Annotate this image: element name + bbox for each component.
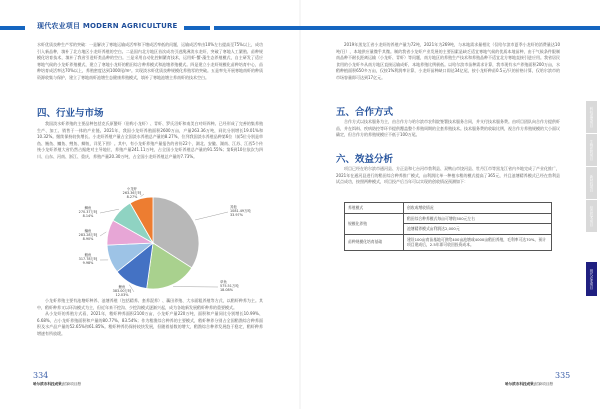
footer-left: [33, 382, 81, 387]
page-gutter: [299, 0, 301, 409]
footer-right-label: |招商项目册: [533, 382, 553, 386]
header-bar-mid: [184, 26, 210, 30]
pie-label-6: 小龙虾 263.36万吨 8.27%: [122, 187, 142, 199]
section-header-title: 现代农业项目 MODERN AGRICULTURE: [37, 22, 178, 30]
footer-left-label: |招商项目册: [61, 382, 81, 386]
table-cell: 建设100亩育苗基地可供给400亩池塘或4000亩稻田养殖，毛利率可达70%，预计项目建成后，2.5年即可收回投资成本。: [404, 234, 552, 250]
pie-label-4: 鳙鱼 283.28万吨 8.90%: [78, 229, 98, 241]
page-number-right: 335: [555, 371, 571, 380]
section-5-paragraph: [336, 119, 560, 139]
side-tab-label: 新材料项目: [589, 174, 593, 192]
section-6-title: 六、效益分析: [336, 154, 394, 165]
header-bar-right: [214, 26, 600, 30]
modes-text: 小龙虾养殖主要有池塘虾种养、池塘养殖（包括精养、套养混养）、藕田养殖、大水面粗养殖等方式，以稻虾种养为主。其中，稻虾种养又以环沟模式为主，但近年来不挖沟、少挖沟模式逐渐兴起，成为各地新发展稻虾种养的重要模式。: [37, 298, 263, 310]
side-tab-material[interactable]: [586, 167, 597, 199]
intro-paragraph: [37, 42, 263, 81]
pie-chart-svg: [70, 186, 260, 296]
header-bar-left: [0, 26, 25, 30]
pie-label-0: 其他 1081.49万吨 33.97%: [230, 205, 251, 217]
section-6-paragraph: [336, 166, 560, 186]
table-row: [345, 203, 552, 214]
section-4-text: 我国淡水虾养殖的主要品种包括克氏原螯虾（俗称小龙虾）、青虾、罗氏沼虾和南美白对虾四种。已经形成了完善的集养殖生产、加工、销售于一体的产业链。2021年，我国小龙虾养殖面积2600万亩，产量263.36万吨，同比分别增长19.01%和10.32%。继续保持较快增长。小龙虾养殖产量占全国淡水养殖总产量的8.27%，位列我国淡水养殖品种第6位（前5位分别是草鱼、鲢鱼、鳙鱼、鲤鱼、鲫鱼，详见下图）。其中，有小龙虾养殖产量报告的省份22个，湖北、安徽、湖南、江苏、江西5个传统小龙虾养殖大省仍然占据绝对主导地位，养殖产量241.11万吨，占全国小龙虾养殖总产量的91.55%；第6到10位依次为四川、山东、河南、浙江、重庆，养殖产量20.30万吨，占全国小龙虾养殖总产量的7.73%。: [37, 121, 263, 159]
pie-leader-line: [195, 212, 228, 220]
side-tab-it[interactable]: [586, 200, 597, 232]
side-tab-biomed[interactable]: [586, 134, 597, 166]
side-tab-label: 现代农业项目: [589, 268, 593, 290]
footer-right: [505, 382, 553, 387]
side-tab-label: 生物医药项目: [589, 139, 593, 161]
section-5-text: 合作方式以技术服务为主，由合作方与哈尔滨市农科院签署技术服务合同，并支付技术服务费。由项目团队向合作方提供虾苗，并在饵料、疾病防控等环节提供覆盖整个养殖周期的全套养殖技术。技术服务费的收取比例，视合作方养殖规模的大小面议确定，但合作方的养殖规模应不低于100万尾。: [336, 119, 560, 137]
pie-label-3: 鲢鱼 317.78万吨 9.98%: [78, 253, 98, 265]
section-6-text: 项目已经在哈尔滨市通河县、方正县和七台河市勃利县、双鸭山市饶河县、牡丹江市等黑龙江省内多地完成了产业化推广，2021年在通河县进行的稻田综合种养推广模式，亩利润比单一种植水稻的模式提高了365元，并且池塘精养模式已经在勃利县试点成功，按照两种模式，项目投产后当年可以实现的创收情况预测如下：: [336, 166, 560, 184]
pie-leader-line: [100, 209, 119, 213]
market-text: 2019年黑龙江省小龙虾的养殖产量为72吨，2021年为269吨，与本地需求量相比（仅哈尔滨市夏季小龙虾的消费量达10吨/日），本地供应量微乎其微。制约我省小龙虾产业发展的主要因素是缺乏适宜寒地气候的优质本地苗种，由于气候条件限制南品种不耐长距离运输（小龙虾、青虾）等问题，南方地区的养殖生产技术和养殖品种不适宜北方寒地直接引进应用。我省居民食用的小龙虾多从南方地区直接运输成虾，本地养殖比例极低。以哈尔滨市苗种需求计算，我市现有水产养殖面积200万亩，水稻种植面积650多万亩，仅按1%利润率计算，小龙虾苗种缺口即达34亿尾，按小龙虾种苗0.5元/只的价格计算，仅哈尔滨市的市场容量即可达到17亿元。: [336, 42, 560, 80]
side-tab-label: 信息技术项目: [589, 205, 593, 227]
pie-label-1: 草鱼 575.51万吨 18.08%: [220, 280, 239, 292]
section-4-title: 四、行业与市场: [37, 108, 104, 119]
table-header-cell: 养殖模式: [345, 203, 404, 214]
intro-text: 水虾优质良种生产零的突破：一是解决了寒地运输成活率和下塘成活率低的问题，运输成活率由10%左右提高至75%以上，成功引入新品种，填补了北方地区小龙虾养殖的空白。二是国内北方地区首次成功引进澳洲淡水龙虾，突破了寒地人工繁殖、苗种规模化培育技术，填补了我省引进虾类品种的空白。三是采用自动化控制繁育技术，运用虾-蟹-藻生态养殖模式，自主研发了适应寒地气候的小龙虾养殖模式，建立了寒地小龙虾的稻田综合种养模式和池塘养殖模式。四是建立小龙虾规模化苗种培育中心，苗种培育成活率达70%以上，养殖密度达到1000尾/m²。实现淡水虾优质良种规模化养殖零的突破。五是率先开展寒地南虾的种质资源收集与保护，建立了寒地南虾池塘生态健康养殖模式，填补了寒地池塘主养南虾的技术空白。: [37, 42, 263, 80]
table-cell: 苗种规模化培育基础: [345, 234, 404, 250]
benefit-table: [344, 202, 552, 251]
table-row: [345, 213, 552, 224]
market-paragraph: [336, 42, 560, 81]
pie-label-5: 鲫鱼 270.37万吨 8.14%: [78, 206, 98, 218]
pie-chart: [70, 186, 260, 296]
table-cell: 规模化养殖: [345, 213, 404, 234]
table-row: [345, 234, 552, 250]
pie-leader-line: [100, 232, 106, 236]
side-tab-agriculture[interactable]: [586, 262, 597, 296]
section-4-paragraph: [37, 121, 263, 160]
modes-paragraph: [37, 298, 263, 337]
pie-label-2: 鲤鱼 383.00万吨 12.03%: [112, 285, 132, 296]
footer-left-brand: 哈尔滨市科技成果: [33, 382, 62, 386]
table-cell: 池塘精养模式亩利润达2,000元: [404, 224, 552, 235]
side-tab-tech[interactable]: [586, 101, 597, 133]
table-cell: 稻田综合种养模式每亩可增收500元左右: [404, 213, 552, 224]
section-5-title: 五、合作方式: [336, 107, 394, 118]
side-tab-label: 科技成果项目: [589, 106, 593, 128]
footer-right-brand: 哈尔滨市科技成果: [505, 382, 534, 386]
page-number-left: 334: [33, 371, 49, 380]
scale-text: 从小龙虾的养殖方式看，2021年，稻虾种养面积2100万亩，小龙虾产量220万吨，面积和产量同比分别增长10.99%、6.68%，占小龙虾养殖面积和产量的80.77%、83.54%；作为稻渔综合种养的主要模式，稻虾种养分别占全国稻渔综合种养面积及水产品产量的52.65%和61.85%。稻虾种养仍保持较快发展，但随着基数的增大，稻渔综合种养发展趋于稳定，稻虾种养增速有所放缓。: [37, 311, 263, 336]
table-header-cell: 创收或增收情况: [404, 203, 552, 214]
